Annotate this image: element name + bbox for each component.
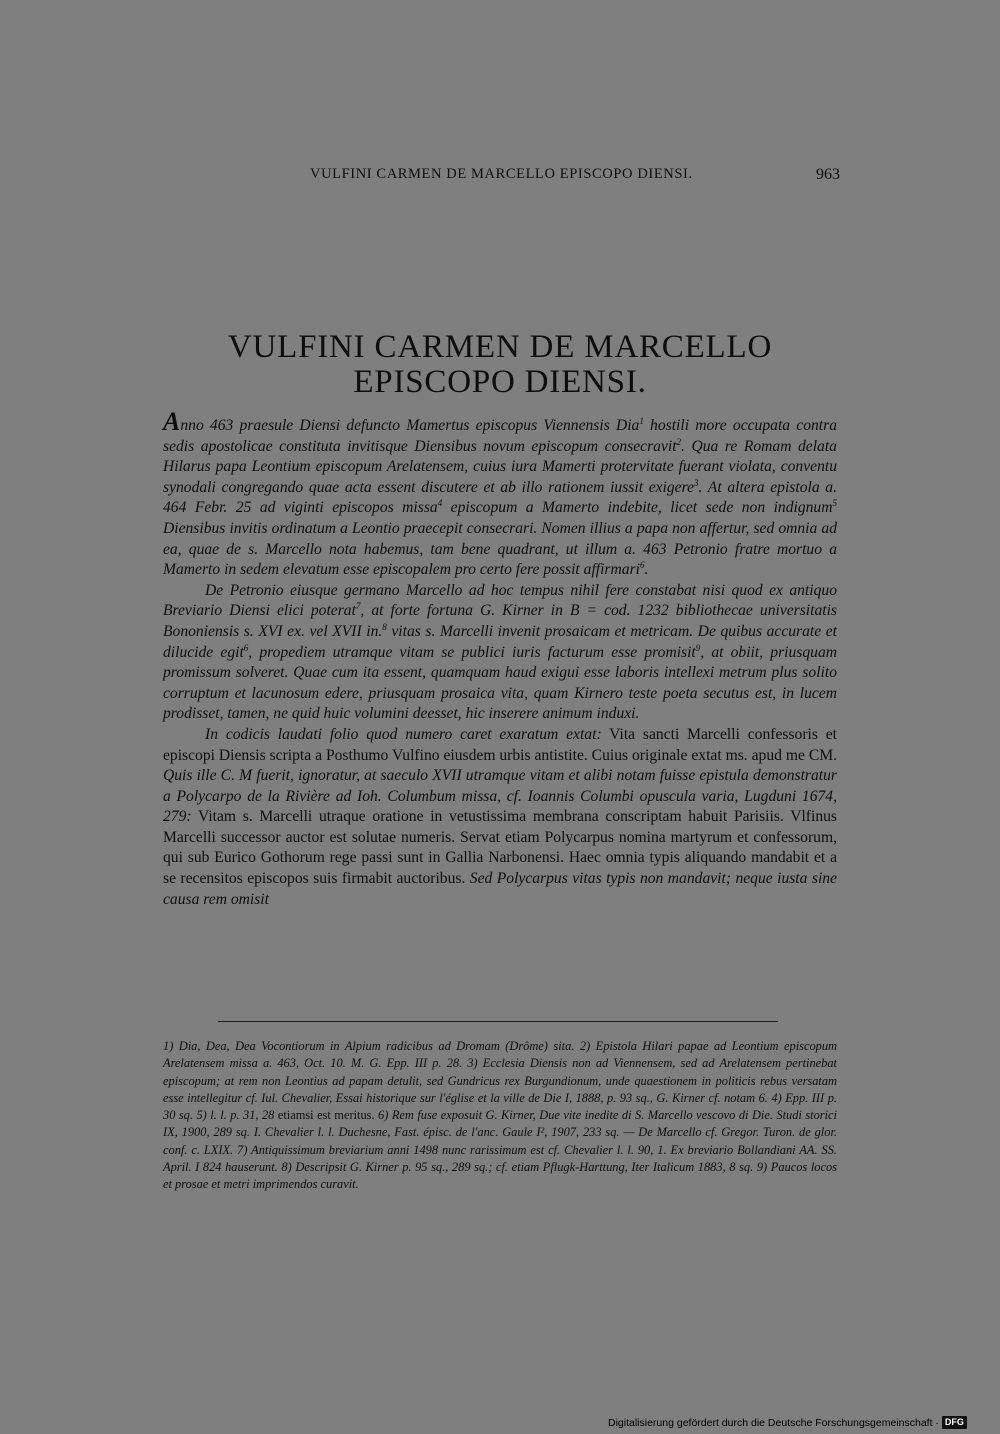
- note-ref: 8: [382, 621, 387, 632]
- footnote-5-text: etiamsi est meritus.: [274, 1108, 375, 1123]
- footnote-divider: [218, 1021, 778, 1022]
- dfg-logo-icon: DFG: [942, 1416, 967, 1429]
- footnotes: [163, 1038, 837, 1194]
- footnote-6: 6) Rem fuse exposuit G. Kirner, Due vite inedite di S. Marcello vescovo di Die. Studi storici IX, 1900, 289 sq. I. Chevalier l. l. Duchesne, Fast. épisc. de l'anc. Gaule I², 1907, 233 sq. — De Marcello cf. Gregor. Turon. de glor. conf. c. LXIX.: [163, 1108, 838, 1157]
- page-number: 963: [816, 166, 840, 183]
- note-ref: 1: [639, 415, 644, 426]
- drop-cap: A: [163, 407, 181, 436]
- running-title: VULFINI CARMEN DE MARCELLO EPISCOPO DIENSI.: [310, 166, 693, 182]
- text-run: . Qua re Romam delata Hilarus papa Leontium episcopum Arelatensem, cuius iura Mamerti protervitate fuerant violata, conventu synodali congregando quae acta essent discutere et ab illo rationem iussit exigere: [163, 437, 837, 496]
- note-ref: 4: [437, 498, 443, 509]
- italic-run: In codicis laudati folio quod numero caret exaratum extat:: [205, 725, 602, 743]
- footnote-block: [163, 1038, 837, 1194]
- footnote-1: 1) Dia, Dea, Dea Vocontiorum in Alpium radicibus ad Dromam (Drôme) sita.: [163, 1039, 575, 1053]
- note-ref: 3: [694, 477, 699, 488]
- funding-credit: [608, 1415, 967, 1430]
- text-run: Diensibus invitis ordinatum a Leontio praecepit consecrari. Nomen illius a papa non affertur, sed omnia ad ea, quae de s. Marcello nota habemus, tam bene quadrant, ut illum a. 463 Petronio fratre mortuo a Mamerto in sedem elevatum esse episcopalem pro certo fere possit affirmari: [163, 519, 837, 579]
- funding-text: Digitalisierung gefördert durch die Deutsche Forschungsgemeinschaft ·: [608, 1416, 939, 1429]
- footnote-3: 3) Ecclesia Diensis non ad Viennensem, sed ad Arelatensem pertinebat episcopum; at rem non Leontius ad papam detulit, sed Gundricus rex Burgundionum, unde quaestionem in politicis rebus versatam esse intellegitur cf. Iul. Chevalier, Essai historique sur l'église et la ville de Die I, 1888, p. 93 sq., G. Kirner cf. notam 6.: [163, 1056, 837, 1105]
- text-run: , at forte fortuna G. Kirner in B = cod. 1232 bibliothecae universitatis Bononiensis s. XVI ex. vel XVII in.: [163, 602, 837, 640]
- running-head: [160, 166, 840, 186]
- footnote-5: [196, 1108, 274, 1122]
- footnote-4: 4) Epp. III p. 30 sq.: [163, 1090, 837, 1123]
- italic-run: Sed Polycarpus vitas typis non mandavit; neque iusta sine causa rem omisit: [163, 870, 837, 908]
- note-ref: 9: [695, 642, 701, 653]
- note-ref: 6: [243, 642, 249, 653]
- text-run: , propediem utramque vitam se publici iuris facturum esse promisit: [248, 643, 696, 661]
- text-run: .: [644, 561, 649, 579]
- footnote-8: 8) Descripsit G. Kirner p. 95 sq., 289 sq.; cf. etiam Pflugk-Harttung, Iter Italicum 1883, 8 sq.: [281, 1160, 754, 1175]
- text-run: , at obiit, priusquam promissum solveret. Quae cum ita essent, quamquam haud exigui esse laboris intellexi metrum plus solito corruptum et lacunosum edere, priusquam prosaica vita, quam Kirnero teste poeta secutus est, in lucem prodisset, tamen, ne quid huic volumini deesset, hic inserere animum induxi.: [163, 643, 838, 723]
- text-run: Vitam s. Marcelli utraque oratione in vetustissima membrana conscriptam habuit Parisiis. Vlfinus Marcelli successor auctor est solutae numeris. Servat etiam Polycarpus nomina martyrum et confessorum, qui sub Eurico Gothorum rege passi sunt in Gallia Narbonensi. Haec omnia typis aliquando mandabit et a se recensitos episcopos suis firmabit auctoribus.: [163, 808, 837, 888]
- text-run: vitas s. Marcelli invenit prosaicam et metricam. De quibus accurate et dilucide egit: [163, 622, 837, 661]
- italic-run: Quis ille C. M fuerit, ignoratur, at saeculo XVII utramque vitam et alibi notam fuisse epistula demonstratur a Polycarpo de la Rivière ad Ioh. Columbum missa, cf. Ioannis Columbi opuscula varia, Lugduni 1674, 279:: [163, 767, 837, 826]
- footnote-9: 9) Paucos locos et prosae et metri imprimendos curavit.: [163, 1160, 838, 1192]
- footnote-5-ref: 5) l. l. p. 31, 28: [196, 1108, 275, 1123]
- text-run: episcopum a Mamerto indebite, licet sede non indignum: [442, 499, 833, 517]
- footnote-7: 7) Antiquissimum breviarium anni 1498 nunc rarissimum est cf. Chevalier l. l. 90, 1. Ex breviario Bollandiani AA. SS. April. I 824 hauserunt.: [163, 1142, 838, 1175]
- title-line-1: VULFINI CARMEN DE MARCELLO: [227, 329, 773, 365]
- note-ref: 5: [832, 498, 837, 509]
- paragraph-2: [163, 581, 837, 725]
- text-run: . At altera epistola a. 464 Febr. 25 ad viginti episcopos missa: [163, 478, 837, 517]
- text-run: Vita sancti Marcelli confessoris et episcopi Diensis scripta a Posthumo Vulfino eiusdem urbis antistite. Cuius originale extat ms. apud me CM.: [163, 725, 837, 764]
- paragraph-1: [163, 407, 837, 581]
- note-ref: 2: [676, 436, 682, 447]
- body-text: [163, 407, 838, 910]
- page-title: [150, 330, 850, 400]
- text-run: nno 463 praesule Diensi defuncto Mamertus episcopus Viennensis Dia: [180, 417, 640, 434]
- note-ref: 7: [355, 601, 361, 612]
- title-line-2: EPISCOPO DIENSI.: [353, 364, 647, 400]
- text-run: hostili more occupata contra sedis apostolicae constituta invitisque Diensibus novum episcopum consecravit: [163, 417, 837, 455]
- note-ref: 6: [639, 559, 645, 570]
- text-run: De Petronio eiusque germano Marcello ad hoc tempus nihil fere constabat nisi quod ex antiquo Breviario Diensi elici poterat: [163, 581, 837, 620]
- footnote-2: 2) Epistola Hilari papae ad Leontium episcopum Arelatensem missa a. 463, Oct. 10. M. G. Epp. III p. 28.: [163, 1039, 837, 1071]
- paragraph-3: [163, 725, 837, 910]
